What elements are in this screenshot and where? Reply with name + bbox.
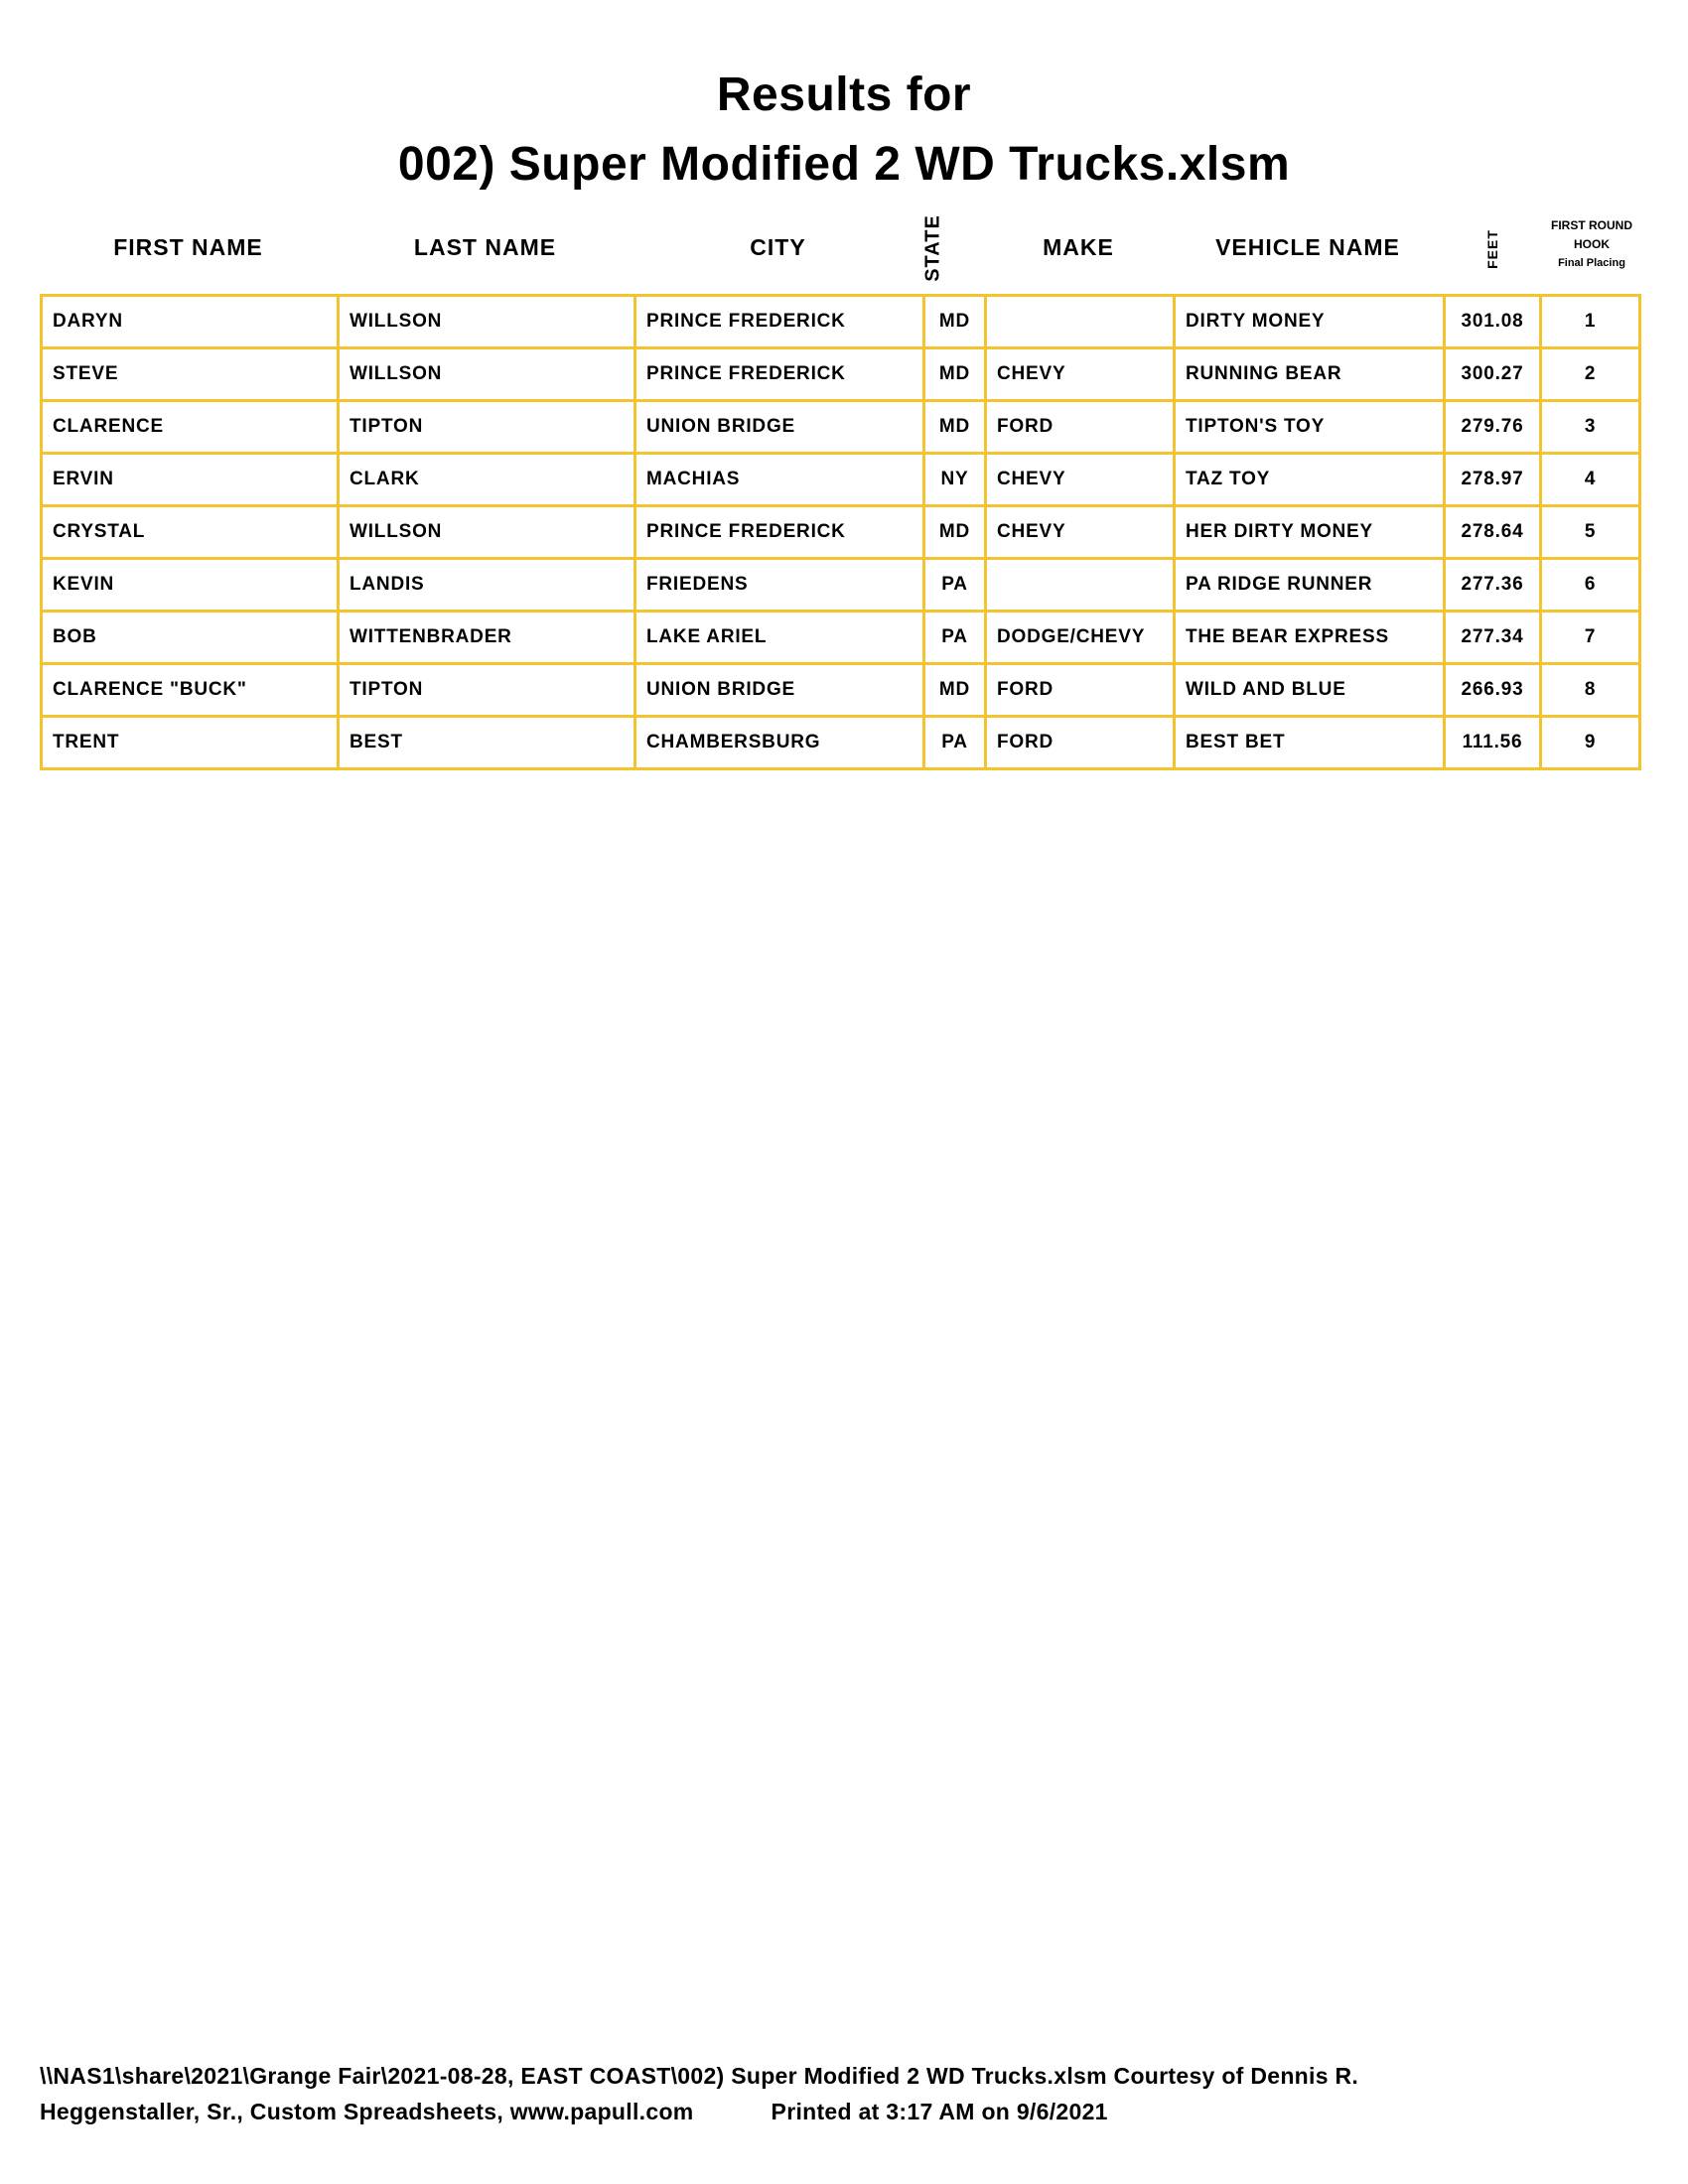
cell-state: MD — [924, 506, 986, 559]
cell-city: MACHIAS — [635, 454, 924, 506]
results-table — [40, 294, 1641, 770]
header-city: CITY — [750, 234, 806, 260]
cell-first-name: CLARENCE — [42, 401, 339, 454]
cell-placing: 8 — [1541, 664, 1640, 717]
header-feet: FEET — [1484, 229, 1500, 269]
cell-feet: 278.64 — [1445, 506, 1541, 559]
cell-feet: 301.08 — [1445, 296, 1541, 348]
cell-state: NY — [924, 454, 986, 506]
header-vehicle-name: VEHICLE NAME — [1215, 234, 1400, 260]
cell-state: PA — [924, 612, 986, 664]
cell-last-name: LANDIS — [339, 559, 635, 612]
cell-feet: 277.34 — [1445, 612, 1541, 664]
cell-city: CHAMBERSBURG — [635, 717, 924, 769]
cell-first-name: BOB — [42, 612, 339, 664]
cell-vehicle-name: RUNNING BEAR — [1175, 348, 1445, 401]
cell-vehicle-name: TAZ TOY — [1175, 454, 1445, 506]
footer-path: \\NAS1\share\2021\Grange Fair\2021-08-28, EAST COAST\002) Super Modified 2 WD Trucks.xlsm Courtesy of Dennis R. — [40, 2063, 1359, 2089]
cell-placing: 5 — [1541, 506, 1640, 559]
cell-feet: 111.56 — [1445, 717, 1541, 769]
header-state: STATE — [921, 214, 944, 282]
cell-city: PRINCE FREDERICK — [635, 506, 924, 559]
cell-feet: 300.27 — [1445, 348, 1541, 401]
cell-city: UNION BRIDGE — [635, 664, 924, 717]
cell-last-name: WITTENBRADER — [339, 612, 635, 664]
title-line-2: 002) Super Modified 2 WD Trucks.xlsm — [397, 138, 1291, 191]
cell-last-name: CLARK — [339, 454, 635, 506]
cell-make — [986, 296, 1175, 348]
cell-first-name: KEVIN — [42, 559, 339, 612]
header-first-name: FIRST NAME — [113, 234, 263, 260]
table-row — [42, 717, 1640, 769]
table-row — [42, 506, 1640, 559]
footer-printed: Printed at 3:17 AM on 9/6/2021 — [771, 2099, 1108, 2124]
table-row — [42, 401, 1640, 454]
cell-vehicle-name: WILD AND BLUE — [1175, 664, 1445, 717]
cell-vehicle-name: HER DIRTY MONEY — [1175, 506, 1445, 559]
cell-make: CHEVY — [986, 506, 1175, 559]
cell-placing: 4 — [1541, 454, 1640, 506]
cell-placing: 6 — [1541, 559, 1640, 612]
cell-placing: 9 — [1541, 717, 1640, 769]
cell-first-name: STEVE — [42, 348, 339, 401]
title-line-1: Results for — [716, 68, 972, 121]
cell-last-name: TIPTON — [339, 401, 635, 454]
cell-state: MD — [924, 348, 986, 401]
cell-first-name: ERVIN — [42, 454, 339, 506]
cell-city: UNION BRIDGE — [635, 401, 924, 454]
cell-first-name: CLARENCE "BUCK" — [42, 664, 339, 717]
cell-make: CHEVY — [986, 454, 1175, 506]
cell-placing: 7 — [1541, 612, 1640, 664]
cell-state: MD — [924, 401, 986, 454]
cell-city: LAKE ARIEL — [635, 612, 924, 664]
cell-make: DODGE/CHEVY — [986, 612, 1175, 664]
cell-state: PA — [924, 559, 986, 612]
cell-first-name: CRYSTAL — [42, 506, 339, 559]
cell-city: PRINCE FREDERICK — [635, 348, 924, 401]
cell-last-name: BEST — [339, 717, 635, 769]
cell-first-name: DARYN — [42, 296, 339, 348]
table-row — [42, 612, 1640, 664]
cell-make: FORD — [986, 717, 1175, 769]
cell-city: FRIEDENS — [635, 559, 924, 612]
cell-make — [986, 559, 1175, 612]
table-row — [42, 559, 1640, 612]
header-first-round-hook: FIRST ROUND HOOK Final Placing — [1551, 218, 1632, 269]
cell-make: FORD — [986, 664, 1175, 717]
cell-placing: 3 — [1541, 401, 1640, 454]
cell-vehicle-name: PA RIDGE RUNNER — [1175, 559, 1445, 612]
cell-last-name: WILLSON — [339, 348, 635, 401]
cell-feet: 279.76 — [1445, 401, 1541, 454]
cell-last-name: WILLSON — [339, 506, 635, 559]
cell-placing: 2 — [1541, 348, 1640, 401]
table-row — [42, 664, 1640, 717]
cell-make: FORD — [986, 401, 1175, 454]
cell-vehicle-name: THE BEAR EXPRESS — [1175, 612, 1445, 664]
cell-make: CHEVY — [986, 348, 1175, 401]
cell-feet: 278.97 — [1445, 454, 1541, 506]
cell-state: PA — [924, 717, 986, 769]
cell-state: MD — [924, 296, 986, 348]
cell-vehicle-name: DIRTY MONEY — [1175, 296, 1445, 348]
cell-first-name: TRENT — [42, 717, 339, 769]
footer-credit: Heggenstaller, Sr., Custom Spreadsheets, www.papull.com — [40, 2099, 694, 2124]
cell-vehicle-name: BEST BET — [1175, 717, 1445, 769]
table-row — [42, 348, 1640, 401]
header-make: MAKE — [1043, 234, 1114, 260]
cell-last-name: TIPTON — [339, 664, 635, 717]
cell-placing: 1 — [1541, 296, 1640, 348]
cell-feet: 277.36 — [1445, 559, 1541, 612]
cell-last-name: WILLSON — [339, 296, 635, 348]
cell-state: MD — [924, 664, 986, 717]
footer — [40, 2058, 1648, 2129]
cell-vehicle-name: TIPTON'S TOY — [1175, 401, 1445, 454]
table-row — [42, 454, 1640, 506]
cell-feet: 266.93 — [1445, 664, 1541, 717]
cell-city: PRINCE FREDERICK — [635, 296, 924, 348]
header-last-name: LAST NAME — [413, 234, 557, 260]
table-row — [42, 296, 1640, 348]
